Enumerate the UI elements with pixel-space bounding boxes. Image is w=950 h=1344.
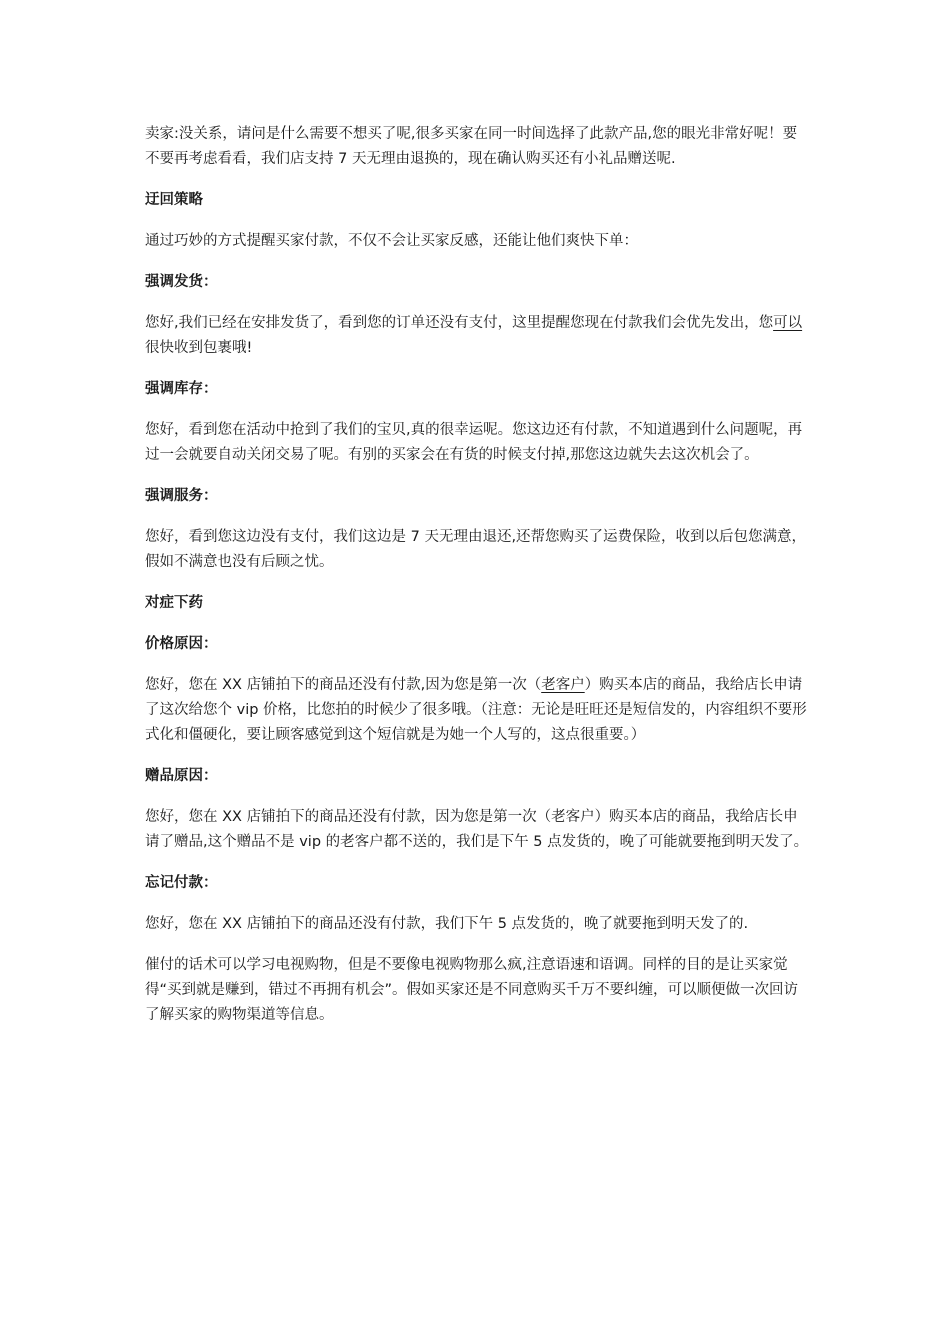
- paragraph-gift-reason: 您好，您在 XX 店铺拍下的商品还没有付款，因为您是第一次（老客户）购买本店的商品，我给店长申请了赠品,这个赠品不是 vip 的老客户都不送的，我们是下午 5 点发货的，晚了可能就要拖到明天发了。: [145, 809, 809, 850]
- document-body: [145, 122, 810, 1044]
- text-segment: 很快收到包裹哦!: [145, 340, 253, 356]
- underlined-text: 老客户: [541, 677, 585, 693]
- paragraph-closing-advice: 催付的话术可以学习电视购物，但是不要像电视购物那么疯,注意语速和语调。同样的目的是让买家觉得“买到就是赚到，错过不再拥有机会”。假如买家还是不同意购买千万不要纠缠，可以顺便做一次回访了解买家的购物渠道等信息。: [145, 957, 799, 1023]
- paragraph-forgot-payment: 您好，您在 XX 店铺拍下的商品还没有付款，我们下午 5 点发货的，晚了就要拖到明天发了的.: [145, 916, 749, 932]
- paragraph-seller-reply: 卖家:没关系，请问是什么需要不想买了呢,很多买家在同一时间选择了此款产品,您的眼光非常好呢！要不要再考虑看看，我们店支持 7 天无理由退换的，现在确认购买还有小礼品赠送呢.: [145, 126, 798, 167]
- heading-roundabout-strategy: 迂回策略: [145, 192, 203, 208]
- text-segment: 您好，您在 XX 店铺拍下的商品还没有付款,因为您是第一次（: [145, 677, 542, 693]
- text-segment: ）购买本店的商品，我给店长申请了这次给您个 vip 价格，比您拍的时候少了很多哦。（注意：无论是旺旺还是短信发的，内容组织不要形式化和僵硬化，要让顾客感觉到这个短信就是为她一个人写的，这点很重要。）: [145, 677, 807, 743]
- heading-emphasize-shipping: 强调发货：: [145, 274, 218, 290]
- paragraph-emphasize-service: 您好，看到您这边没有支付，我们这边是 7 天无理由退还,还帮您购买了运费保险，收到以后包您满意，假如不满意也没有后顾之忧。: [145, 529, 807, 570]
- heading-targeted-approach: 对症下药: [145, 595, 203, 611]
- paragraph-roundabout-intro: 通过巧妙的方式提醒买家付款，不仅不会让买家反感，还能让他们爽快下单：: [145, 233, 638, 249]
- heading-forgot-payment: 忘记付款：: [145, 875, 218, 891]
- heading-price-reason: 价格原因：: [145, 636, 218, 652]
- heading-emphasize-service: 强调服务：: [145, 488, 218, 504]
- paragraph-emphasize-shipping: [145, 311, 810, 361]
- text-segment: 您好,我们已经在安排发货了，看到您的订单还没有支付，这里提醒您现在付款我们会优先发出，您: [145, 315, 774, 331]
- paragraph-price-reason: [145, 673, 810, 748]
- underlined-text: 可以: [773, 315, 803, 331]
- heading-gift-reason: 赠品原因：: [145, 768, 218, 784]
- paragraph-emphasize-stock: 您好，看到您在活动中抢到了我们的宝贝,真的很幸运呢。您这边还有付款，不知道遇到什么问题呢，再过一会就要自动关闭交易了呢。有别的买家会在有货的时候支付掉,那您这边就失去这次机会了。: [145, 422, 803, 463]
- heading-emphasize-stock: 强调库存：: [145, 381, 218, 397]
